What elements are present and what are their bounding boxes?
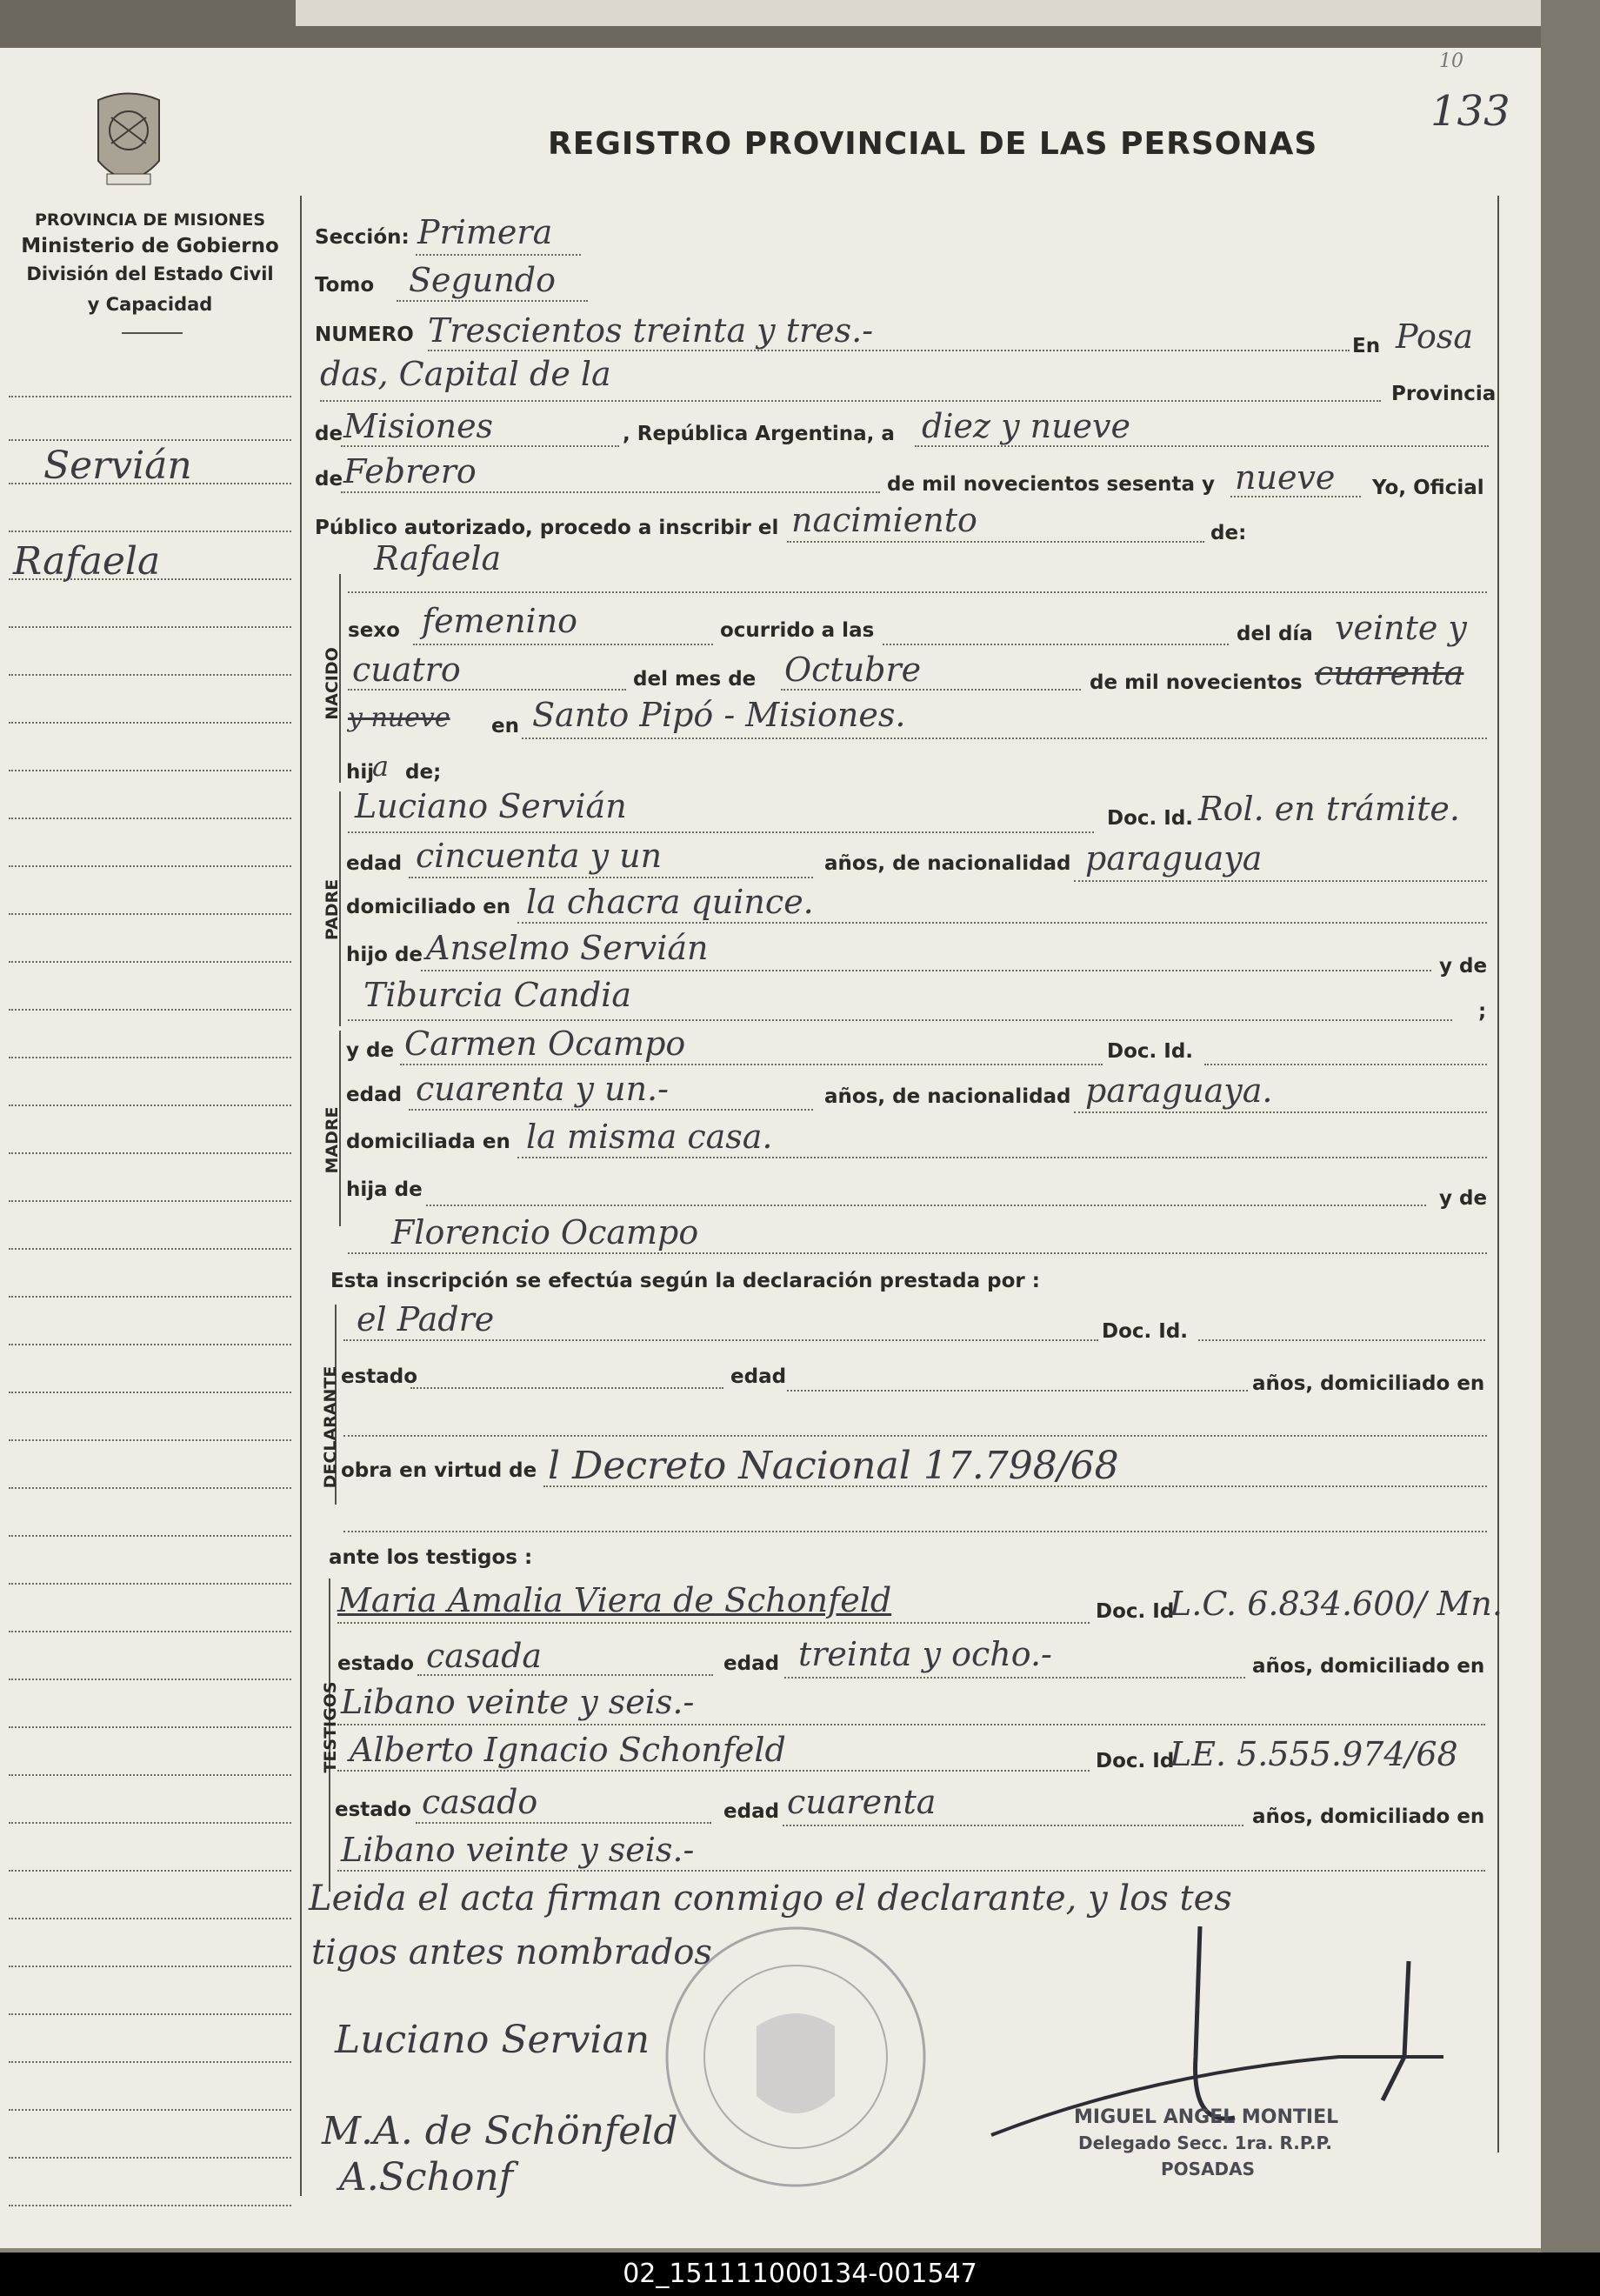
de-label-1: de xyxy=(315,423,343,445)
en-label: En xyxy=(1352,335,1381,357)
hij-label: hij xyxy=(346,761,375,784)
padre-doc-label: Doc. Id. xyxy=(1107,807,1194,830)
testigo2-dom-label: años, domiciliado en xyxy=(1252,1805,1485,1828)
padre-edad-value: cincuenta y un xyxy=(416,837,663,875)
provincia-value: Misiones xyxy=(343,407,494,445)
mil-novecientos-label: de mil novecientos xyxy=(1090,671,1303,694)
testigo1-edad-value: treinta y ocho.- xyxy=(798,1635,1052,1673)
testigo1-dom-value: Libano veinte y seis.- xyxy=(341,1683,695,1721)
registry-stamp xyxy=(661,1922,930,2192)
mes-value: Febrero xyxy=(343,452,477,491)
lugar-nac-value: Santo Pipó - Misiones. xyxy=(532,696,906,734)
madre-y-de-label-2: y de xyxy=(1439,1187,1488,1210)
book-spine xyxy=(1541,0,1600,2253)
anio-nac-1-value: cuarenta xyxy=(1315,654,1464,692)
testigo2-edad-label: edad xyxy=(723,1800,780,1823)
testigo1-dom-label: años, domiciliado en xyxy=(1252,1655,1485,1678)
provincia-label: Provincia xyxy=(1391,383,1497,405)
tomo-value: Segundo xyxy=(409,261,556,299)
publico-label: Público autorizado, procedo a inscribir el xyxy=(315,517,779,539)
madre-nac-label: años, de nacionalidad xyxy=(824,1085,1071,1108)
nacido-side-label: NACIDO xyxy=(323,647,342,720)
testigo2-value: Alberto Ignacio Schonfeld xyxy=(350,1731,786,1769)
testigo1-value: Maria Amalia Viera de Schonfeld xyxy=(337,1581,892,1619)
tomo-label: Tomo xyxy=(315,274,375,297)
madre-y-de-label: y de xyxy=(346,1039,395,1062)
numero-label: NUMERO xyxy=(315,324,414,346)
mes-nac-value: Octubre xyxy=(784,651,922,689)
testigo2-estado-label: estado xyxy=(335,1799,412,1821)
madre-hija-de-2-value: Florencio Ocampo xyxy=(391,1213,699,1251)
testigo2-estado-value: casado xyxy=(422,1783,538,1821)
declarante-dom-label: años, domiciliado en xyxy=(1252,1372,1485,1395)
margin-given-name: Rafaela xyxy=(13,539,161,584)
testigo1-edad-label: edad xyxy=(723,1652,780,1675)
division-name-2: y Capacidad xyxy=(87,294,213,315)
previous-page-edge xyxy=(296,0,1548,26)
padre-doc-value: Rol. en trámite. xyxy=(1198,790,1460,828)
madre-nombre-value: Carmen Ocampo xyxy=(404,1025,686,1063)
header-rule xyxy=(122,332,183,334)
lugar-value: das, Capital de la xyxy=(320,355,611,393)
stamp-official-title: Delegado Secc. 1ra. R.P.P. xyxy=(1078,2132,1333,2153)
republica-label: , República Argentina, a xyxy=(623,423,895,445)
closing-line-2: tigos antes nombrados xyxy=(311,1932,712,1972)
stamp-official-city: POSADAS xyxy=(1161,2159,1256,2179)
seccion-value: Primera xyxy=(417,213,553,251)
padre-hijo-de-2-value: Tiburcia Candia xyxy=(363,976,631,1014)
madre-edad-value: cuarenta y un.- xyxy=(416,1070,669,1108)
del-dia-label: del día xyxy=(1237,623,1313,645)
hij-suffix-value: a xyxy=(372,750,390,783)
madre-dom-value: la misma casa. xyxy=(526,1118,773,1156)
signature-father: Luciano Servian xyxy=(335,2018,650,2062)
padre-dom-label: domiciliado en xyxy=(346,896,511,918)
obra-label: obra en virtud de xyxy=(341,1459,537,1482)
padre-hijo-de-label: hijo de xyxy=(346,944,423,966)
madre-side-label: MADRE xyxy=(323,1106,342,1174)
image-id-bar: 02_151111000134-001547 xyxy=(0,2253,1600,2296)
sexo-value: femenino xyxy=(422,602,578,640)
division-name-1: División del Estado Civil xyxy=(26,264,274,284)
de-colon-label: de: xyxy=(1210,522,1247,544)
dia-value: diez y nueve xyxy=(922,407,1131,445)
form-left-border xyxy=(300,196,302,2196)
province-name: PROVINCIA DE MISIONES xyxy=(34,210,266,230)
declarante-estado-label: estado xyxy=(341,1365,418,1388)
testigo1-doc-value: L.C. 6.834.600/ Mn. xyxy=(1170,1585,1503,1623)
dia-nac-2-value: cuatro xyxy=(352,651,461,689)
closing-line-1: Leida el acta firman conmigo el declarante, y los tes xyxy=(309,1879,1232,1919)
acto-value: nacimiento xyxy=(791,501,977,539)
ante-testigos-label: ante los testigos : xyxy=(329,1546,533,1569)
padre-nac-label: años, de nacionalidad xyxy=(824,852,1071,875)
province-seal xyxy=(94,91,163,196)
form-right-border xyxy=(1497,196,1499,2152)
madre-dom-label: domiciliada en xyxy=(346,1131,510,1153)
declarante-edad-label: edad xyxy=(730,1365,787,1388)
page-mark: 10 xyxy=(1439,50,1463,72)
semicolon-label: ; xyxy=(1478,1000,1487,1023)
padre-hijo-de-value: Anselmo Servián xyxy=(426,929,709,967)
page-number: 133 xyxy=(1430,87,1510,136)
yo-oficial-label: Yo, Oficial xyxy=(1372,477,1484,499)
de-semicolon-label: de; xyxy=(405,761,442,784)
ocurrido-label: ocurrido a las xyxy=(720,619,875,642)
de-label-2: de xyxy=(315,468,343,491)
esta-inscripcion-label: Esta inscripción se efectúa según la declaración prestada por : xyxy=(330,1270,1040,1292)
signature-witness-2: A.Schonf xyxy=(339,2155,513,2199)
ministry-name: Ministerio de Gobierno xyxy=(21,235,279,257)
testigo2-dom-value: Libano veinte y seis.- xyxy=(341,1831,695,1869)
en-value: Posa xyxy=(1396,317,1474,356)
padre-dom-value: la chacra quince. xyxy=(526,883,814,921)
testigo1-doc-label: Doc. Id xyxy=(1096,1600,1175,1623)
obra-value: l Decreto Nacional 17.798/68 xyxy=(548,1444,1119,1488)
padre-nac-value: paraguaya xyxy=(1085,839,1263,878)
testigo2-doc-label: Doc. Id xyxy=(1096,1750,1175,1772)
dia-nac-1-value: veinte y xyxy=(1335,609,1467,647)
seccion-label: Sección: xyxy=(315,226,410,249)
anio-value: nueve xyxy=(1235,458,1336,497)
declarante-doc-label: Doc. Id. xyxy=(1102,1320,1189,1343)
declarante-value: el Padre xyxy=(357,1300,495,1338)
padre-y-de-label: y de xyxy=(1439,955,1488,978)
del-mes-label: del mes de xyxy=(633,668,757,691)
nombre-value: Rafaela xyxy=(374,539,502,577)
sesenta-label: de mil novecientos sesenta y xyxy=(887,473,1216,496)
madre-nac-value: paraguaya. xyxy=(1085,1071,1273,1110)
declarante-side-label: DECLARANTE xyxy=(321,1365,340,1489)
testigos-side-label: TESTIGOS xyxy=(321,1681,340,1773)
margin-surname: Servián xyxy=(43,444,192,488)
madre-doc-label: Doc. Id. xyxy=(1107,1040,1194,1063)
signature-witness-1: M.A. de Schönfeld xyxy=(322,2109,678,2153)
padre-side-label: PADRE xyxy=(323,878,342,941)
testigo1-estado-label: estado xyxy=(337,1652,415,1675)
madre-edad-label: edad xyxy=(346,1084,403,1106)
madre-hija-de-label: hija de xyxy=(346,1178,423,1201)
padre-edad-label: edad xyxy=(346,852,403,875)
page-title: REGISTRO PROVINCIAL DE LAS PERSONAS xyxy=(548,126,1318,162)
en-lower-label: en xyxy=(491,715,519,738)
stamp-official-name: MIGUEL ANGEL MONTIEL xyxy=(1074,2106,1339,2128)
padre-nombre-value: Luciano Servián xyxy=(355,787,627,825)
numero-value: Trescientos treinta y tres.- xyxy=(428,311,874,350)
sexo-label: sexo xyxy=(348,619,400,642)
testigo2-doc-value: LE. 5.555.974/68 xyxy=(1170,1735,1458,1773)
testigo1-estado-value: casada xyxy=(426,1637,543,1675)
anio-nac-2-value: y nueve xyxy=(348,703,450,733)
testigo2-edad-value: cuarenta xyxy=(787,1783,937,1821)
